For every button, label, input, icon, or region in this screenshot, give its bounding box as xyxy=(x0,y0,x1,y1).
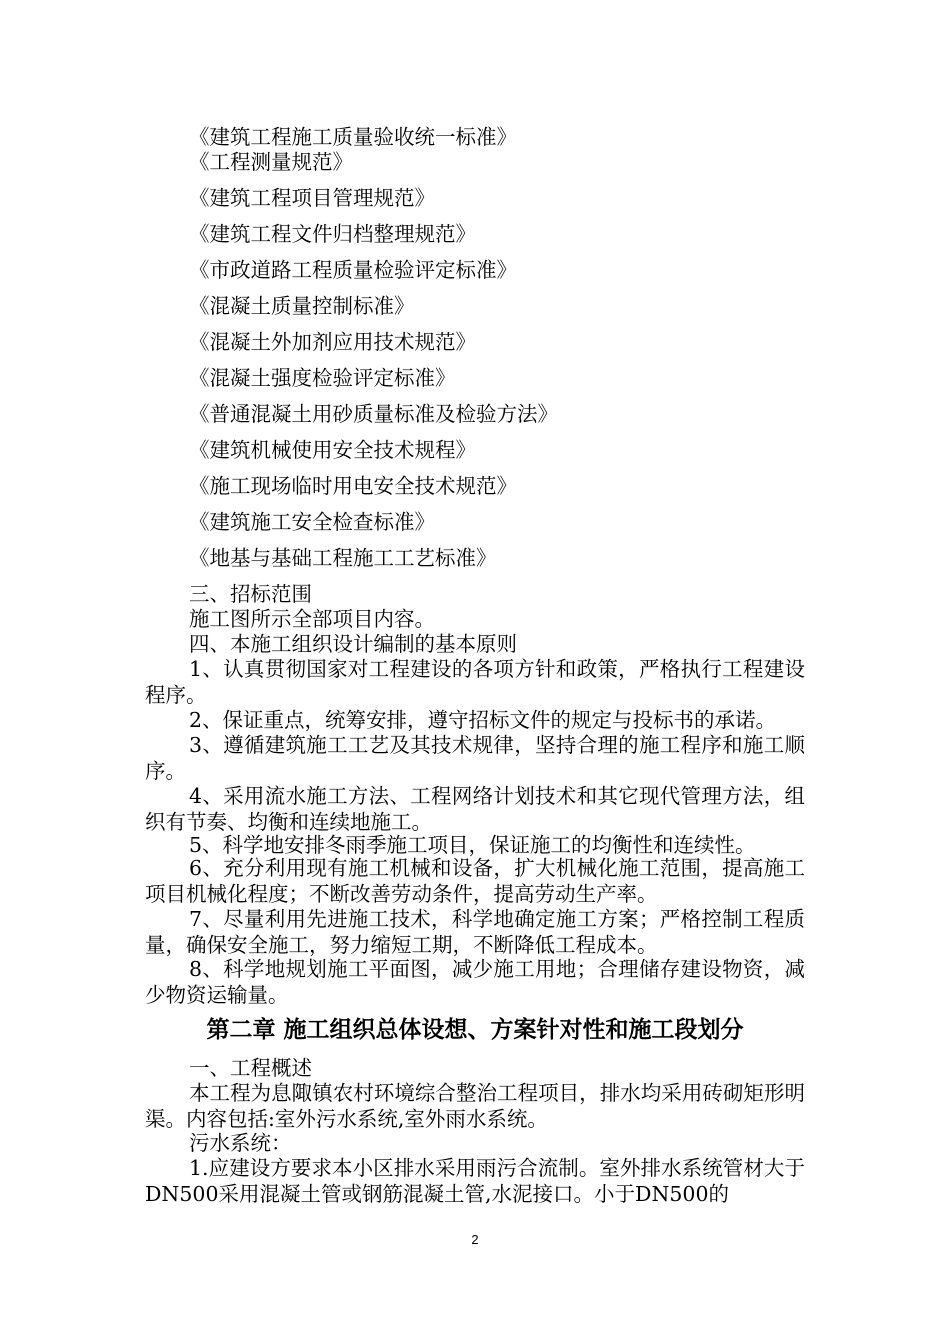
section-heading: 一、工程概述 xyxy=(189,1056,312,1080)
standard-item: 《混凝土质量控制标准》 xyxy=(189,294,415,318)
standard-item: 《建筑工程文件归档整理规范》 xyxy=(189,222,476,246)
principle-item: 1、认真贯彻国家对工程建设的各项方针和政策，严格执行工程建设程序。 xyxy=(145,657,805,707)
standard-item: 《建筑工程项目管理规范》 xyxy=(189,186,435,210)
principle-item: 5、科学地安排冬雨季施工项目，保证施工的均衡性和连续性。 xyxy=(189,833,756,857)
standard-item: 《混凝土强度检验评定标准》 xyxy=(189,366,456,390)
standard-item: 《混凝土外加剂应用技术规范》 xyxy=(189,330,476,354)
principle-item: 2、保证重点，统筹安排，遵守招标文件的规定与投标书的承诺。 xyxy=(189,708,777,732)
standard-item: 《建筑机械使用安全技术规程》 xyxy=(189,438,476,462)
chapter-title: 第二章 施工组织总体设想、方案针对性和施工段划分 xyxy=(206,1017,744,1043)
principle-item: 6、充分利用现有施工机械和设备，扩大机械化施工范围，提高施工项目机械化程度；不断改善劳动条件，提高劳动生产率。 xyxy=(145,856,805,906)
principle-item: 3、遵循建筑施工工艺及其技术规律，坚持合理的施工程序和施工顺序。 xyxy=(145,733,805,783)
principle-item: 8、科学地规划施工平面图，减少施工用地；合理储存建设物资，减少物资运输量。 xyxy=(145,957,805,1007)
standard-item: 《地基与基础工程施工工艺标准》 xyxy=(189,546,497,570)
principle-item: 7、尽量利用先进施工技术，科学地确定施工方案；严格控制工程质量，确保安全施工，努力缩短工期，不断降低工程成本。 xyxy=(145,907,805,957)
paragraph: 本工程为息陬镇农村环境综合整治工程项目，排水均采用砖砌矩形明渠。内容包括:室外污水系统,室外雨水系统。 xyxy=(145,1081,805,1131)
section-heading: 三、招标范围 xyxy=(189,582,312,606)
standard-item: 《施工现场临时用电安全技术规范》 xyxy=(189,474,517,498)
principle-item: 4、采用流水施工方法、工程网络计划技术和其它现代管理方法，组织有节奏、均衡和连续地施工。 xyxy=(145,784,805,834)
paragraph: 施工图所示全部项目内容。 xyxy=(189,607,435,631)
standard-item: 《市政道路工程质量检验评定标准》 xyxy=(189,258,517,282)
page-number: 2 xyxy=(471,1232,479,1247)
section-heading: 污水系统： xyxy=(189,1131,292,1155)
standard-item: 《建筑施工安全检查标准》 xyxy=(189,510,435,534)
section-heading: 四、本施工组织设计编制的基本原则 xyxy=(189,632,517,656)
paragraph: 1.应建设方要求本小区排水采用雨污合流制。室外排水系统管材大于DN500采用混凝土管或钢筋混凝土管,水泥接口。小于DN500的 xyxy=(145,1156,805,1206)
standard-item: 《工程测量规范》 xyxy=(189,150,353,174)
standard-item: 《普通混凝土用砂质量标准及检验方法》 xyxy=(189,402,558,426)
standard-item: 《建筑工程施工质量验收统一标准》 xyxy=(189,125,517,149)
